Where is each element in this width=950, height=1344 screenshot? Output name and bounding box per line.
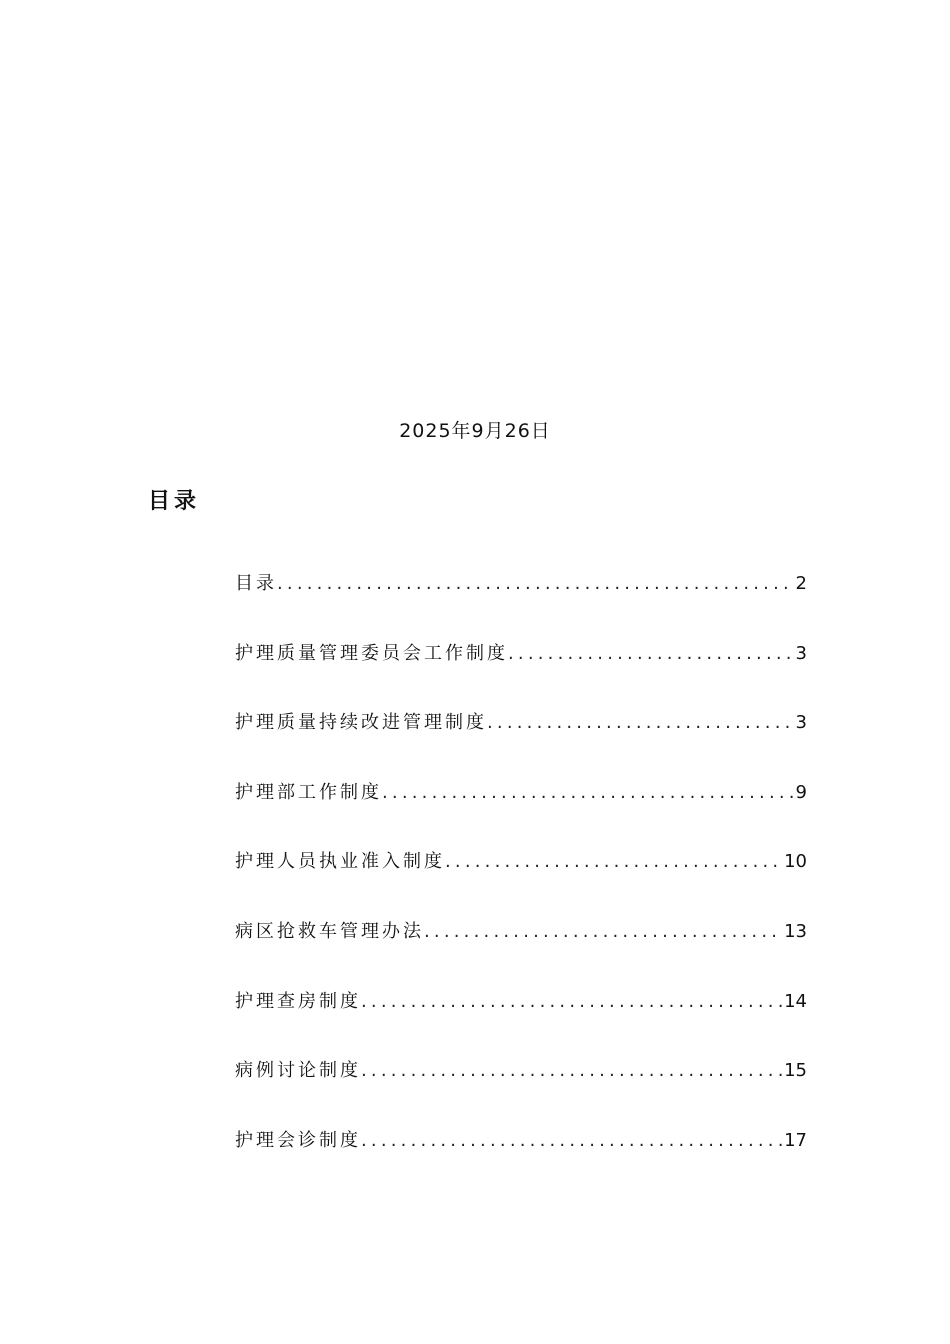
toc-entry-title: 护理查房制度	[235, 990, 361, 1012]
toc-entry-page: 2	[795, 573, 807, 594]
toc-entry[interactable]	[235, 709, 807, 779]
toc-entry-page: 3	[795, 712, 807, 734]
toc-entry-title: 护理人员执业准入制度	[235, 851, 445, 873]
toc-entry-page: 15	[784, 1060, 807, 1082]
toc-entry[interactable]	[235, 1127, 807, 1197]
toc-dot-leader	[277, 570, 794, 598]
toc-entry[interactable]	[235, 918, 807, 988]
toc-entry-title: 目录	[235, 573, 277, 594]
toc-dot-leader	[508, 640, 794, 668]
toc-entry-page: 14	[784, 990, 807, 1012]
toc-dot-leader	[487, 709, 794, 737]
toc-entry[interactable]	[235, 570, 807, 640]
toc-entry-title: 护理部工作制度	[235, 781, 382, 803]
toc-entry[interactable]	[235, 988, 807, 1058]
toc-entry-page: 9	[795, 781, 807, 803]
toc-dot-leader	[445, 848, 782, 876]
toc-entry[interactable]	[235, 848, 807, 918]
toc-dot-leader	[361, 1127, 782, 1155]
toc-entry-title: 护理质量持续改进管理制度	[235, 712, 487, 734]
table-of-contents	[235, 570, 807, 1196]
toc-entry-title: 病区抢救车管理办法	[235, 920, 424, 942]
toc-heading: 目录	[148, 489, 201, 514]
toc-entry-title: 病例讨论制度	[235, 1060, 361, 1082]
toc-dot-leader	[382, 779, 794, 807]
toc-entry-page: 17	[784, 1129, 807, 1151]
toc-entry-page: 10	[784, 851, 807, 873]
toc-dot-leader	[424, 918, 782, 946]
toc-entry[interactable]	[235, 1057, 807, 1127]
document-date: 2025年9月26日	[399, 420, 551, 442]
toc-entry-title: 护理会诊制度	[235, 1129, 361, 1151]
toc-entry-page: 13	[784, 920, 807, 942]
toc-entry-title: 护理质量管理委员会工作制度	[235, 642, 508, 664]
toc-entry[interactable]	[235, 640, 807, 710]
toc-entry-page: 3	[795, 642, 807, 664]
toc-entry[interactable]	[235, 779, 807, 849]
toc-dot-leader	[361, 1057, 782, 1085]
toc-dot-leader	[361, 988, 782, 1016]
